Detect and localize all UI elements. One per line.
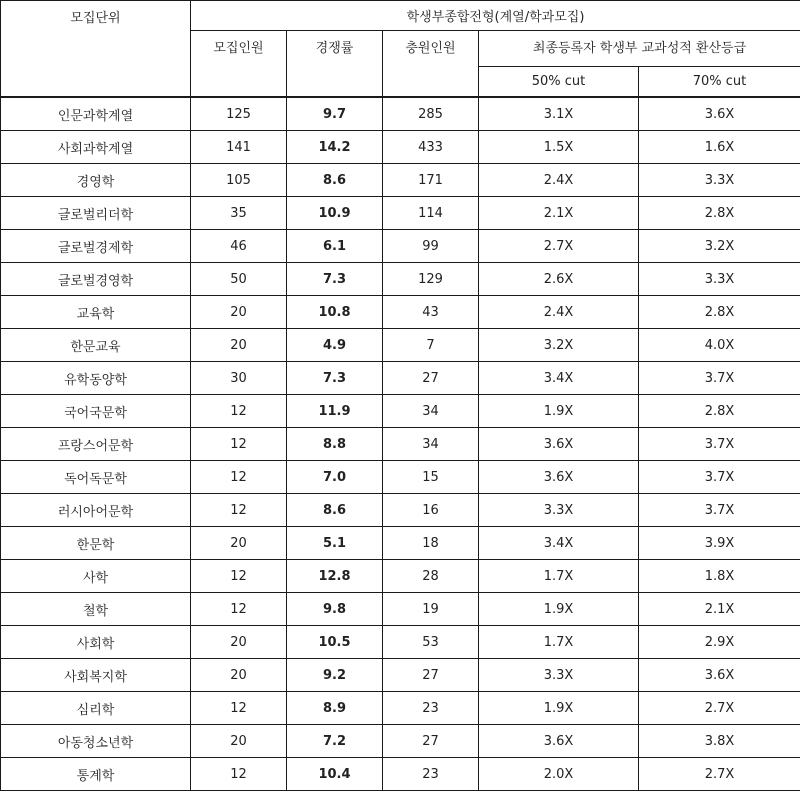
cell-competition-rate: 10.8: [287, 296, 383, 329]
cell-cut50: 1.7X: [479, 560, 639, 593]
cell-competition-rate: 7.2: [287, 725, 383, 758]
cell-competition-rate: 9.2: [287, 659, 383, 692]
cell-competition-rate: 7.0: [287, 461, 383, 494]
cell-cut50: 1.9X: [479, 395, 639, 428]
cell-extra: 7: [383, 329, 479, 362]
header-extra: 충원인원: [383, 31, 479, 98]
table-row: [1, 692, 800, 725]
cell-unit: 글로벌리더학: [1, 197, 191, 230]
cell-cut50: 1.9X: [479, 692, 639, 725]
cell-unit: 독어독문학: [1, 461, 191, 494]
cell-competition-rate: 11.9: [287, 395, 383, 428]
cell-competition-rate: 12.8: [287, 560, 383, 593]
cell-cut70: 1.6X: [639, 131, 800, 164]
cell-extra: 171: [383, 164, 479, 197]
cell-unit: 국어국문학: [1, 395, 191, 428]
table-row: [1, 97, 800, 131]
cell-extra: 27: [383, 659, 479, 692]
cell-extra: 19: [383, 593, 479, 626]
cell-unit: 글로벌경영학: [1, 263, 191, 296]
cell-cut50: 2.0X: [479, 758, 639, 791]
cell-recruit: 20: [191, 725, 287, 758]
cell-cut70: 3.7X: [639, 428, 800, 461]
header-competition: 경쟁률: [287, 31, 383, 98]
table-row: [1, 725, 800, 758]
cell-extra: 43: [383, 296, 479, 329]
table-body: [1, 97, 800, 791]
cell-unit: 사회복지학: [1, 659, 191, 692]
table-row: [1, 593, 800, 626]
header-recruit: 모집인원: [191, 31, 287, 98]
table-row: [1, 296, 800, 329]
cell-cut50: 3.1X: [479, 97, 639, 131]
header-cut50: 50% cut: [479, 67, 639, 98]
cell-unit: 프랑스어문학: [1, 428, 191, 461]
table-row: [1, 362, 800, 395]
table-row: [1, 329, 800, 362]
cell-cut70: 3.3X: [639, 164, 800, 197]
table-row: [1, 560, 800, 593]
cell-cut50: 3.4X: [479, 527, 639, 560]
cell-recruit: 12: [191, 395, 287, 428]
cell-extra: 18: [383, 527, 479, 560]
cell-competition-rate: 6.1: [287, 230, 383, 263]
cell-unit: 통계학: [1, 758, 191, 791]
cell-recruit: 46: [191, 230, 287, 263]
cell-cut70: 4.0X: [639, 329, 800, 362]
cell-recruit: 35: [191, 197, 287, 230]
cell-competition-rate: 7.3: [287, 263, 383, 296]
cell-competition-rate: 5.1: [287, 527, 383, 560]
table-row: [1, 164, 800, 197]
cell-cut70: 3.2X: [639, 230, 800, 263]
cell-extra: 99: [383, 230, 479, 263]
cell-recruit: 20: [191, 659, 287, 692]
header-grade: 최종등록자 학생부 교과성적 환산등급: [479, 31, 800, 67]
cell-unit: 한문학: [1, 527, 191, 560]
cell-extra: 28: [383, 560, 479, 593]
cell-recruit: 12: [191, 494, 287, 527]
cell-unit: 교육학: [1, 296, 191, 329]
cell-cut50: 3.3X: [479, 494, 639, 527]
cell-competition-rate: 7.3: [287, 362, 383, 395]
cell-cut70: 3.7X: [639, 494, 800, 527]
header-unit: 모집단위: [1, 1, 191, 98]
cell-recruit: 20: [191, 626, 287, 659]
cell-cut50: 2.6X: [479, 263, 639, 296]
cell-cut70: 3.6X: [639, 659, 800, 692]
cell-cut50: 3.3X: [479, 659, 639, 692]
cell-extra: 15: [383, 461, 479, 494]
cell-cut70: 3.8X: [639, 725, 800, 758]
cell-cut50: 3.6X: [479, 428, 639, 461]
cell-unit: 글로벌경제학: [1, 230, 191, 263]
cell-extra: 285: [383, 97, 479, 131]
cell-cut70: 2.7X: [639, 758, 800, 791]
cell-cut70: 2.1X: [639, 593, 800, 626]
cell-recruit: 12: [191, 560, 287, 593]
cell-cut70: 2.8X: [639, 296, 800, 329]
cell-cut70: 3.9X: [639, 527, 800, 560]
cell-recruit: 20: [191, 296, 287, 329]
cell-cut50: 2.4X: [479, 164, 639, 197]
cell-competition-rate: 8.6: [287, 164, 383, 197]
header-cut70: 70% cut: [639, 67, 800, 98]
cell-extra: 114: [383, 197, 479, 230]
cell-cut70: 3.7X: [639, 461, 800, 494]
cell-extra: 433: [383, 131, 479, 164]
cell-competition-rate: 8.8: [287, 428, 383, 461]
cell-competition-rate: 9.7: [287, 97, 383, 131]
cell-competition-rate: 8.9: [287, 692, 383, 725]
table-row: [1, 197, 800, 230]
cell-recruit: 125: [191, 97, 287, 131]
cell-competition-rate: 4.9: [287, 329, 383, 362]
cell-recruit: 20: [191, 329, 287, 362]
cell-competition-rate: 10.9: [287, 197, 383, 230]
cell-extra: 23: [383, 692, 479, 725]
cell-cut70: 2.8X: [639, 197, 800, 230]
table-row: [1, 461, 800, 494]
cell-recruit: 12: [191, 461, 287, 494]
table-row: [1, 527, 800, 560]
cell-unit: 아동청소년학: [1, 725, 191, 758]
cell-competition-rate: 14.2: [287, 131, 383, 164]
cell-unit: 유학동양학: [1, 362, 191, 395]
table-row: [1, 659, 800, 692]
cell-competition-rate: 8.6: [287, 494, 383, 527]
cell-recruit: 20: [191, 527, 287, 560]
cell-cut70: 3.7X: [639, 362, 800, 395]
cell-cut70: 2.7X: [639, 692, 800, 725]
cell-recruit: 141: [191, 131, 287, 164]
cell-recruit: 50: [191, 263, 287, 296]
cell-cut50: 3.4X: [479, 362, 639, 395]
cell-extra: 53: [383, 626, 479, 659]
cell-unit: 인문과학계열: [1, 97, 191, 131]
table-row: [1, 395, 800, 428]
cell-unit: 한문교육: [1, 329, 191, 362]
cell-unit: 사회학: [1, 626, 191, 659]
cell-unit: 사학: [1, 560, 191, 593]
cell-extra: 27: [383, 725, 479, 758]
cell-cut70: 3.3X: [639, 263, 800, 296]
cell-cut50: 3.6X: [479, 725, 639, 758]
table-row: [1, 428, 800, 461]
cell-competition-rate: 10.4: [287, 758, 383, 791]
table-row: [1, 131, 800, 164]
table-row: [1, 758, 800, 791]
cell-unit: 철학: [1, 593, 191, 626]
cell-recruit: 105: [191, 164, 287, 197]
cell-recruit: 12: [191, 692, 287, 725]
cell-cut50: 2.1X: [479, 197, 639, 230]
cell-competition-rate: 9.8: [287, 593, 383, 626]
table-row: [1, 263, 800, 296]
cell-cut70: 3.6X: [639, 97, 800, 131]
cell-unit: 사회과학계열: [1, 131, 191, 164]
table-row: [1, 230, 800, 263]
cell-extra: 34: [383, 428, 479, 461]
table-row: [1, 626, 800, 659]
cell-extra: 23: [383, 758, 479, 791]
table-row: [1, 494, 800, 527]
cell-recruit: 12: [191, 758, 287, 791]
cell-recruit: 12: [191, 593, 287, 626]
cell-recruit: 12: [191, 428, 287, 461]
cell-extra: 16: [383, 494, 479, 527]
cell-cut70: 2.9X: [639, 626, 800, 659]
cell-extra: 34: [383, 395, 479, 428]
cell-unit: 경영학: [1, 164, 191, 197]
cell-cut50: 3.6X: [479, 461, 639, 494]
cell-extra: 27: [383, 362, 479, 395]
cell-extra: 129: [383, 263, 479, 296]
header-group: 학생부종합전형(계열/학과모집): [191, 1, 800, 31]
cell-cut50: 1.5X: [479, 131, 639, 164]
cell-cut50: 1.7X: [479, 626, 639, 659]
cell-cut50: 3.2X: [479, 329, 639, 362]
cell-unit: 러시아어문학: [1, 494, 191, 527]
cell-cut50: 2.4X: [479, 296, 639, 329]
cell-cut50: 1.9X: [479, 593, 639, 626]
cell-competition-rate: 10.5: [287, 626, 383, 659]
cell-cut70: 1.8X: [639, 560, 800, 593]
cell-recruit: 30: [191, 362, 287, 395]
cell-unit: 심리학: [1, 692, 191, 725]
cell-cut70: 2.8X: [639, 395, 800, 428]
cell-cut50: 2.7X: [479, 230, 639, 263]
